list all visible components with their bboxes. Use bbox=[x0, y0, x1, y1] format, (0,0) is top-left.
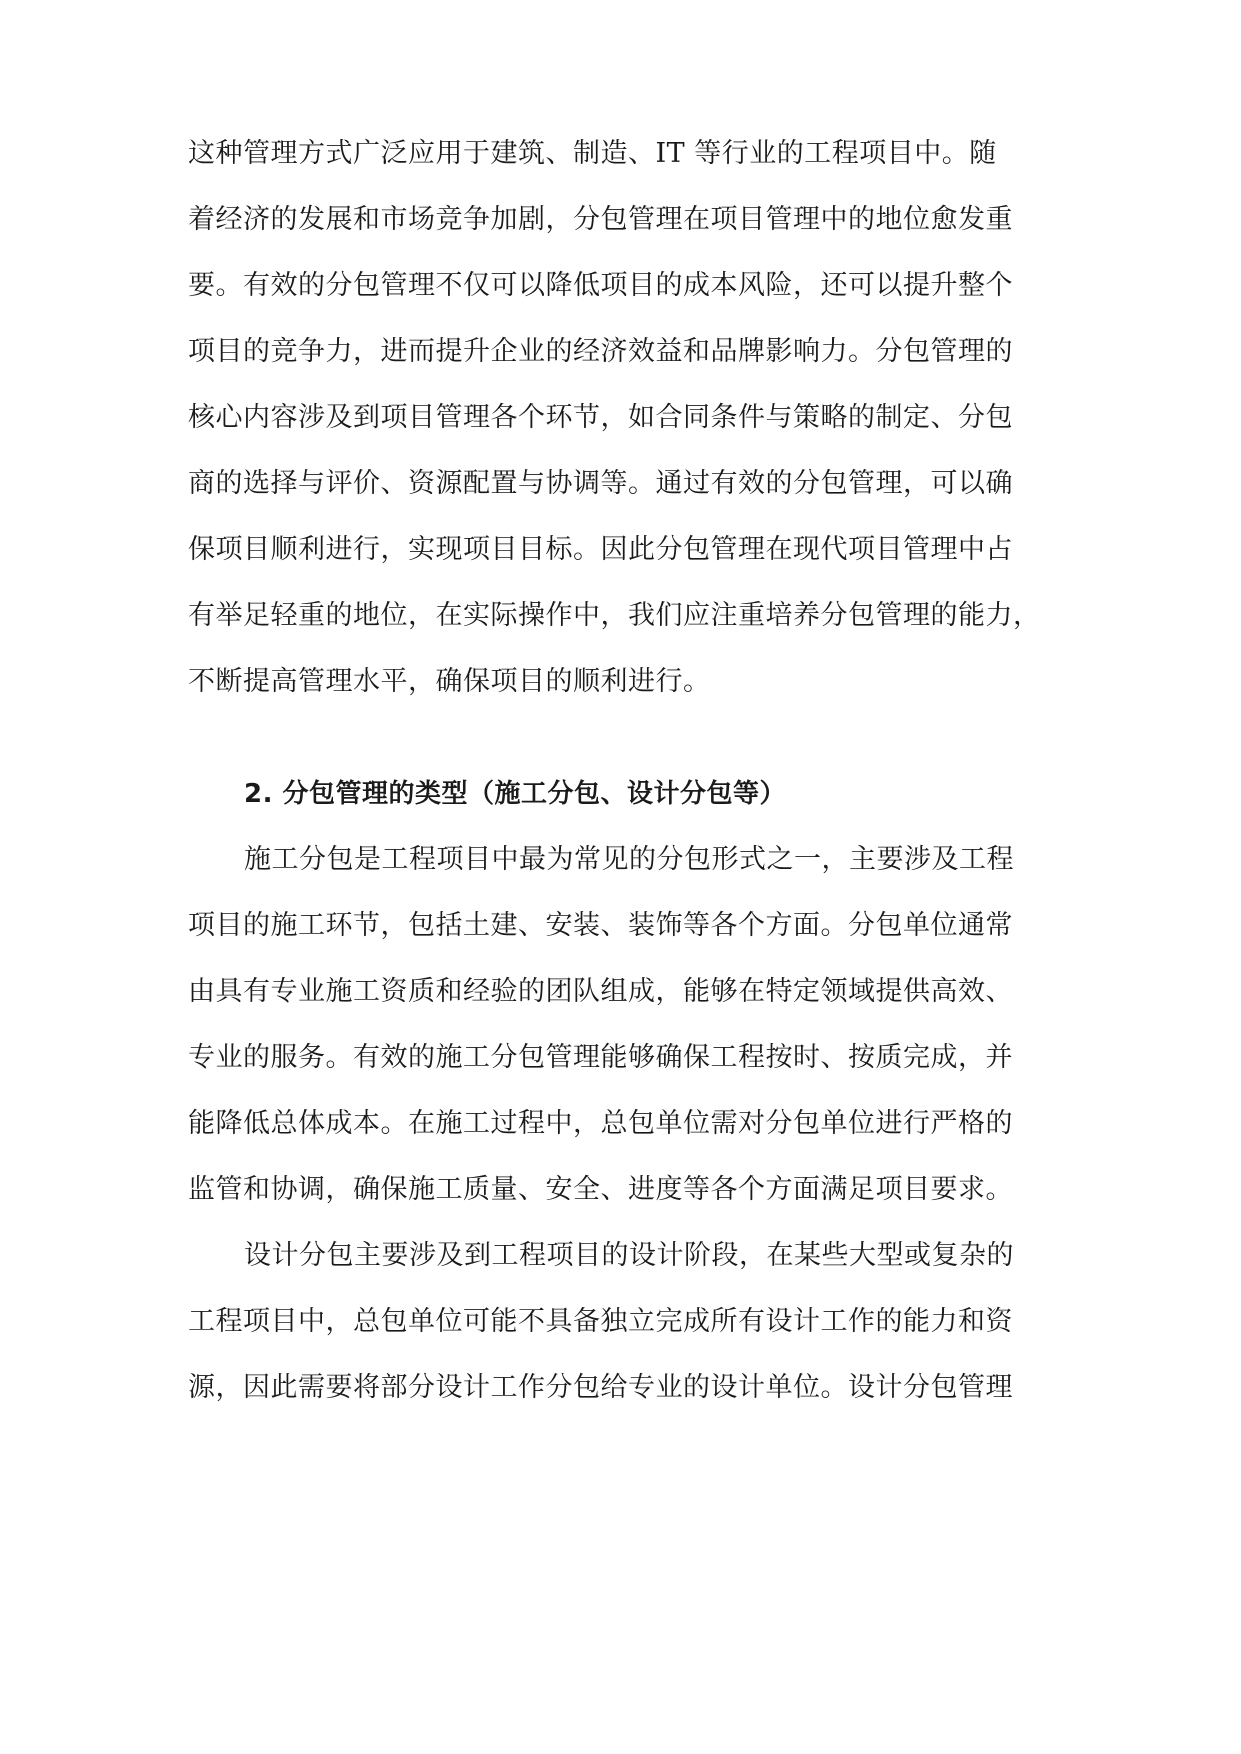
paragraph-line: 要。有效的分包管理不仅可以降低项目的成本风险，还可以提升整个 bbox=[188, 270, 1013, 301]
section-heading: 2. 分包管理的类型（施工分包、设计分包等） bbox=[244, 779, 787, 809]
paragraph-line: 核心内容涉及到项目管理各个环节，如合同条件与策略的制定、分包 bbox=[188, 402, 1013, 433]
paragraph-line: 有举足轻重的地位，在实际操作中，我们应注重培养分包管理的能力， bbox=[188, 600, 1041, 631]
paragraph-line: 施工分包是工程项目中最为常见的分包形式之一，主要涉及工程 bbox=[244, 844, 1014, 875]
paragraph-line: 源，因此需要将部分设计工作分包给专业的设计单位。设计分包管理 bbox=[188, 1372, 1013, 1403]
paragraph-line: 能降低总体成本。在施工过程中，总包单位需对分包单位进行严格的 bbox=[188, 1108, 1013, 1139]
paragraph-line: 设计分包主要涉及到工程项目的设计阶段，在某些大型或复杂的 bbox=[244, 1240, 1014, 1271]
paragraph-line: 项目的竞争力，进而提升企业的经济效益和品牌影响力。分包管理的 bbox=[188, 336, 1013, 367]
paragraph-line: 这种管理方式广泛应用于建筑、制造、IT 等行业的工程项目中。随 bbox=[188, 138, 997, 169]
paragraph-line: 项目的施工环节，包括土建、安装、装饰等各个方面。分包单位通常 bbox=[188, 910, 1013, 941]
paragraph-line: 保项目顺利进行，实现项目目标。因此分包管理在现代项目管理中占 bbox=[188, 534, 1013, 565]
paragraph-line: 着经济的发展和市场竞争加剧，分包管理在项目管理中的地位愈发重 bbox=[188, 204, 1013, 235]
paragraph-line: 工程项目中，总包单位可能不具备独立完成所有设计工作的能力和资 bbox=[188, 1306, 1013, 1337]
paragraph-line: 商的选择与评价、资源配置与协调等。通过有效的分包管理，可以确 bbox=[188, 468, 1013, 499]
paragraph-line: 不断提高管理水平，确保项目的顺利进行。 bbox=[188, 666, 711, 697]
paragraph-line: 专业的服务。有效的施工分包管理能够确保工程按时、按质完成，并 bbox=[188, 1042, 1013, 1073]
paragraph-line: 由具有专业施工资质和经验的团队组成，能够在特定领域提供高效、 bbox=[188, 976, 1013, 1007]
paragraph-line: 监管和协调，确保施工质量、安全、进度等各个方面满足项目要求。 bbox=[188, 1174, 1013, 1205]
